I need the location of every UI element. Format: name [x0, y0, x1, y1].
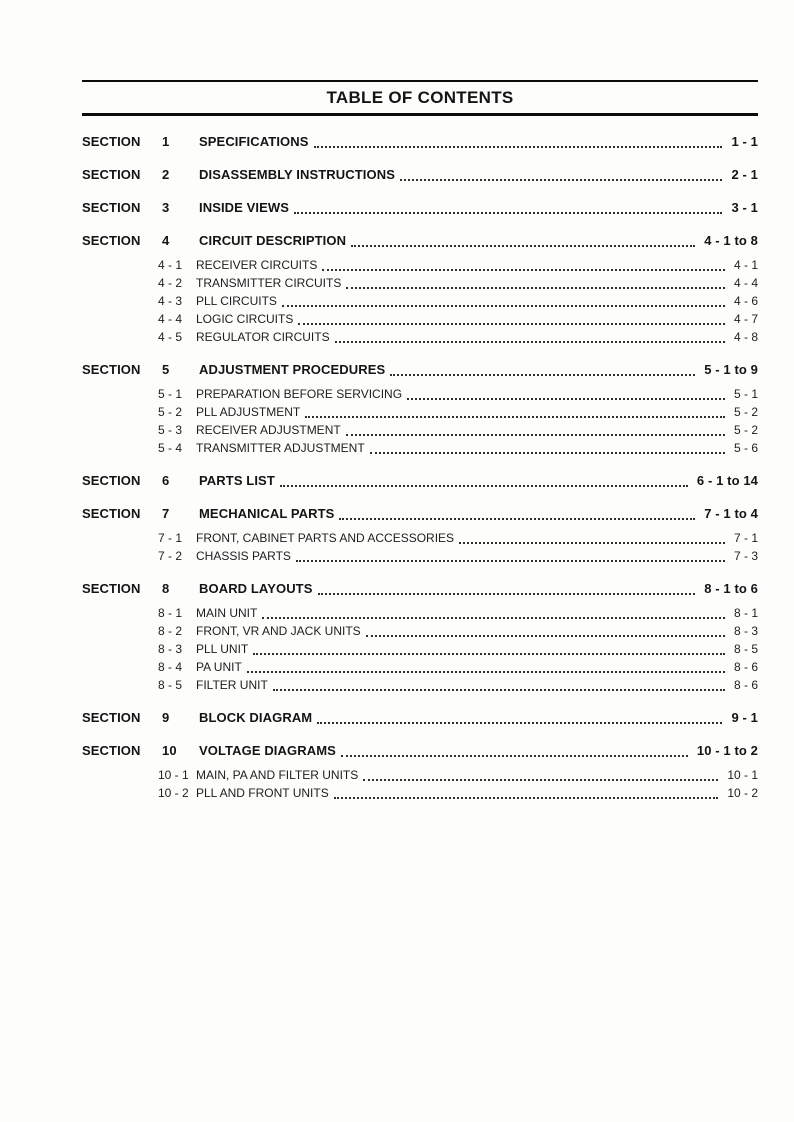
dot-leader — [346, 287, 725, 289]
toc-subsection-row — [82, 604, 758, 622]
dot-leader — [390, 374, 695, 376]
section-number: 6 — [162, 473, 170, 488]
dot-leader — [280, 485, 688, 487]
subsection-number: 4 - 3 — [158, 294, 183, 308]
section-label: SECTION — [82, 134, 141, 149]
page-ref: 8 - 6 — [733, 678, 758, 692]
section-label: SECTION — [82, 506, 141, 521]
toc-section-row — [82, 231, 758, 250]
page-ref: 10 - 1 to 2 — [696, 743, 758, 758]
dot-leader — [253, 653, 725, 655]
subsection-title: PREPARATION BEFORE SERVICING — [196, 387, 403, 401]
dot-leader — [296, 560, 725, 562]
page-ref: 9 - 1 — [731, 710, 758, 725]
section-title: BLOCK DIAGRAM — [199, 710, 313, 725]
subsection-number: 10 - 1 — [158, 768, 189, 782]
subsection-title: CHASSIS PARTS — [196, 549, 291, 563]
dot-leader — [298, 323, 725, 325]
subsection-title: REGULATOR CIRCUITS — [196, 330, 330, 344]
toc-subsection-row — [82, 766, 758, 784]
subsection-list — [82, 766, 758, 802]
toc-section-row — [82, 708, 758, 727]
dot-leader — [400, 179, 723, 181]
section-number: 3 — [162, 200, 170, 215]
toc-subsection-row — [82, 292, 758, 310]
section-label: SECTION — [82, 743, 141, 758]
dot-leader — [305, 416, 725, 418]
toc-section-row — [82, 360, 758, 379]
section-label: SECTION — [82, 233, 141, 248]
dot-leader — [282, 305, 725, 307]
page-title: TABLE OF CONTENTS — [326, 88, 514, 107]
toc-subsection-row — [82, 256, 758, 274]
dot-leader — [351, 245, 695, 247]
toc-subsection-row — [82, 403, 758, 421]
subsection-number: 7 - 2 — [158, 549, 183, 563]
page-ref: 4 - 1 to 8 — [704, 233, 758, 248]
subsection-title: FILTER UNIT — [196, 678, 268, 692]
toc-subsection-row — [82, 529, 758, 547]
section-title: INSIDE VIEWS — [199, 200, 290, 215]
toc-group — [82, 231, 758, 346]
section-number: 5 — [162, 362, 170, 377]
subsection-number: 5 - 1 — [158, 387, 183, 401]
dot-leader — [363, 779, 718, 781]
toc-header — [82, 80, 758, 116]
section-label: SECTION — [82, 473, 141, 488]
section-title: ADJUSTMENT PROCEDURES — [199, 362, 386, 377]
toc-section-row — [82, 198, 758, 217]
subsection-title: MAIN UNIT — [196, 606, 258, 620]
dot-leader — [334, 797, 719, 799]
subsection-title: PLL CIRCUITS — [196, 294, 277, 308]
section-title: CIRCUIT DESCRIPTION — [199, 233, 347, 248]
section-title: SPECIFICATIONS — [199, 134, 309, 149]
toc-subsection-row — [82, 328, 758, 346]
section-title: PARTS LIST — [199, 473, 275, 488]
section-number: 2 — [162, 167, 170, 182]
page-ref: 4 - 6 — [733, 294, 758, 308]
page-ref: 7 - 1 — [733, 531, 758, 545]
subsection-number: 8 - 1 — [158, 606, 183, 620]
subsection-list — [82, 256, 758, 346]
subsection-number: 4 - 5 — [158, 330, 183, 344]
page-ref: 8 - 5 — [733, 642, 758, 656]
toc-section-row — [82, 132, 758, 151]
subsection-number: 8 - 2 — [158, 624, 183, 638]
toc-group — [82, 165, 758, 184]
subsection-number: 10 - 2 — [158, 786, 189, 800]
section-number: 7 — [162, 506, 170, 521]
subsection-number: 4 - 2 — [158, 276, 183, 290]
dot-leader — [366, 635, 725, 637]
toc-subsection-row — [82, 274, 758, 292]
toc-subsection-row — [82, 658, 758, 676]
subsection-number: 4 - 4 — [158, 312, 183, 326]
page-ref: 10 - 1 — [727, 768, 758, 782]
subsection-number: 5 - 4 — [158, 441, 183, 455]
page-ref: 8 - 3 — [733, 624, 758, 638]
dot-leader — [318, 593, 696, 595]
page-content — [82, 80, 758, 816]
toc-subsection-row — [82, 640, 758, 658]
toc-group — [82, 708, 758, 727]
subsection-number: 5 - 3 — [158, 423, 183, 437]
section-label: SECTION — [82, 167, 141, 182]
page-ref: 5 - 2 — [733, 423, 758, 437]
dot-leader — [335, 341, 725, 343]
toc-subsection-row — [82, 676, 758, 694]
toc-subsection-row — [82, 622, 758, 640]
section-number: 9 — [162, 710, 170, 725]
subsection-title: PLL AND FRONT UNITS — [196, 786, 329, 800]
page-ref: 2 - 1 — [731, 167, 758, 182]
dot-leader — [407, 398, 725, 400]
dot-leader — [370, 452, 725, 454]
subsection-number: 7 - 1 — [158, 531, 183, 545]
dot-leader — [322, 269, 725, 271]
toc-section-row — [82, 165, 758, 184]
dot-leader — [341, 755, 688, 757]
toc-group — [82, 579, 758, 694]
subsection-list — [82, 604, 758, 694]
toc-subsection-row — [82, 310, 758, 328]
subsection-title: TRANSMITTER CIRCUITS — [196, 276, 342, 290]
section-label: SECTION — [82, 581, 141, 596]
page-ref: 4 - 8 — [733, 330, 758, 344]
toc-group — [82, 471, 758, 490]
toc-section-row — [82, 741, 758, 760]
toc-subsection-row — [82, 385, 758, 403]
dot-leader — [262, 617, 725, 619]
section-title: DISASSEMBLY INSTRUCTIONS — [199, 167, 395, 182]
subsection-number: 4 - 1 — [158, 258, 183, 272]
page-ref: 5 - 1 — [733, 387, 758, 401]
section-number: 1 — [162, 134, 170, 149]
page-ref: 8 - 1 — [733, 606, 758, 620]
section-label: SECTION — [82, 200, 141, 215]
toc-subsection-row — [82, 421, 758, 439]
toc-subsection-row — [82, 547, 758, 565]
subsection-list — [82, 385, 758, 457]
page-ref: 6 - 1 to 14 — [696, 473, 758, 488]
toc-section-row — [82, 504, 758, 523]
section-number: 10 — [162, 743, 177, 758]
subsection-number: 8 - 3 — [158, 642, 183, 656]
subsection-title: FRONT, CABINET PARTS AND ACCESSORIES — [196, 531, 455, 545]
page-ref: 4 - 7 — [733, 312, 758, 326]
dot-leader — [339, 518, 695, 520]
page-ref: 7 - 1 to 4 — [704, 506, 758, 521]
subsection-title: TRANSMITTER ADJUSTMENT — [196, 441, 365, 455]
section-number: 8 — [162, 581, 170, 596]
dot-leader — [273, 689, 725, 691]
subsection-title: FRONT, VR AND JACK UNITS — [196, 624, 361, 638]
section-label: SECTION — [82, 362, 141, 377]
subsection-number: 8 - 4 — [158, 660, 183, 674]
dot-leader — [314, 146, 723, 148]
subsection-title: PA UNIT — [196, 660, 242, 674]
toc-group — [82, 360, 758, 457]
subsection-title: MAIN, PA AND FILTER UNITS — [196, 768, 359, 782]
dot-leader — [317, 722, 722, 724]
subsection-number: 5 - 2 — [158, 405, 183, 419]
section-title: MECHANICAL PARTS — [199, 506, 335, 521]
subsection-number: 8 - 5 — [158, 678, 183, 692]
toc-group — [82, 741, 758, 802]
page-ref: 10 - 2 — [727, 786, 758, 800]
page-ref: 7 - 3 — [733, 549, 758, 563]
toc-section-row — [82, 471, 758, 490]
page-ref: 4 - 4 — [733, 276, 758, 290]
section-label: SECTION — [82, 710, 141, 725]
subsection-title: RECEIVER ADJUSTMENT — [196, 423, 341, 437]
toc-group — [82, 198, 758, 217]
subsection-title: PLL ADJUSTMENT — [196, 405, 301, 419]
page-ref: 5 - 2 — [733, 405, 758, 419]
section-title: BOARD LAYOUTS — [199, 581, 313, 596]
dot-leader — [346, 434, 725, 436]
subsection-list — [82, 529, 758, 565]
page-ref: 5 - 1 to 9 — [704, 362, 758, 377]
page-ref: 1 - 1 — [731, 134, 758, 149]
dot-leader — [294, 212, 722, 214]
toc-list — [82, 132, 758, 802]
toc-subsection-row — [82, 439, 758, 457]
section-number: 4 — [162, 233, 170, 248]
toc-subsection-row — [82, 784, 758, 802]
subsection-title: PLL UNIT — [196, 642, 249, 656]
section-title: VOLTAGE DIAGRAMS — [199, 743, 336, 758]
page-ref: 8 - 1 to 6 — [704, 581, 758, 596]
toc-section-row — [82, 579, 758, 598]
dot-leader — [247, 671, 725, 673]
page-ref: 8 - 6 — [733, 660, 758, 674]
subsection-title: RECEIVER CIRCUITS — [196, 258, 318, 272]
dot-leader — [459, 542, 725, 544]
page-ref: 4 - 1 — [733, 258, 758, 272]
subsection-title: LOGIC CIRCUITS — [196, 312, 294, 326]
toc-group — [82, 132, 758, 151]
toc-group — [82, 504, 758, 565]
page-ref: 5 - 6 — [733, 441, 758, 455]
page-ref: 3 - 1 — [731, 200, 758, 215]
